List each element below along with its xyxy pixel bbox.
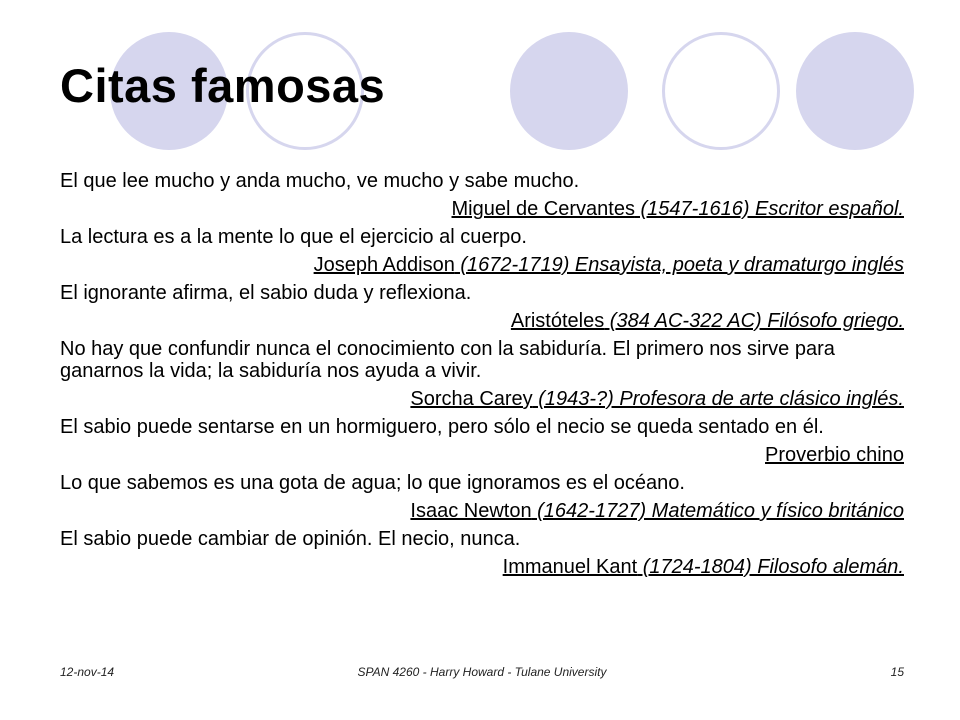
author-description: (1547-1616) Escritor español.	[634, 198, 904, 220]
page-number: 15	[890, 665, 904, 679]
quote-text: El sabio puede sentarse en un hormiguero, pero sólo el necio se queda sentado en él.	[60, 416, 824, 438]
author-name: Miguel de Cervantes	[451, 198, 635, 220]
footer-date: 12-nov-14	[60, 665, 115, 679]
quote-text: La lectura es a la mente lo que el ejercicio al cuerpo.	[60, 226, 527, 248]
decor-circle-3	[510, 32, 628, 150]
author-description: (1672-1719) Ensayista, poeta y dramaturgo inglés	[454, 254, 904, 276]
author-description: (1642-1727) Matemático y físico británico	[531, 500, 904, 522]
footer-course: SPAN 4260 - Harry Howard - Tulane University	[357, 665, 607, 679]
author-name: Sorcha Carey	[410, 388, 533, 410]
decor-circle-5	[796, 32, 914, 150]
quote-attribution	[60, 254, 904, 276]
author-description: (1943-?) Profesora de arte clásico inglés.	[532, 388, 904, 410]
author-name: Proverbio chino	[765, 444, 904, 466]
quote-attribution	[60, 444, 904, 466]
quote-attribution	[60, 310, 904, 332]
quote-text: El sabio puede cambiar de opinión. El necio, nunca.	[60, 528, 521, 550]
slide-title: Citas famosas	[60, 59, 386, 112]
author-name: Immanuel Kant	[502, 556, 638, 578]
quotes-list	[60, 170, 904, 584]
author-description: (1724-1804) Filosofo alemán.	[637, 556, 904, 578]
quote-attribution	[60, 500, 904, 522]
quote-text: El que lee mucho y anda mucho, ve mucho y sabe mucho.	[60, 170, 580, 192]
quote-text: No hay que confundir nunca el conocimiento con la sabiduría. El primero nos sirve para ganarnos la vida; la sabiduría nos ayuda a vivir.	[60, 338, 835, 382]
quote-attribution	[60, 388, 904, 410]
author-description: (384 AC-322 AC) Filósofo griego.	[604, 310, 904, 332]
author-name: Aristóteles	[510, 310, 605, 332]
author-name: Isaac Newton	[410, 500, 532, 522]
quote-text: Lo que sabemos es una gota de agua; lo que ignoramos es el océano.	[60, 472, 685, 494]
author-name: Joseph Addison	[313, 254, 455, 276]
quote-attribution	[60, 556, 904, 578]
quote-text: El ignorante afirma, el sabio duda y reflexiona.	[60, 282, 472, 304]
decor-circle-4	[662, 32, 780, 150]
quote-attribution	[60, 198, 904, 220]
